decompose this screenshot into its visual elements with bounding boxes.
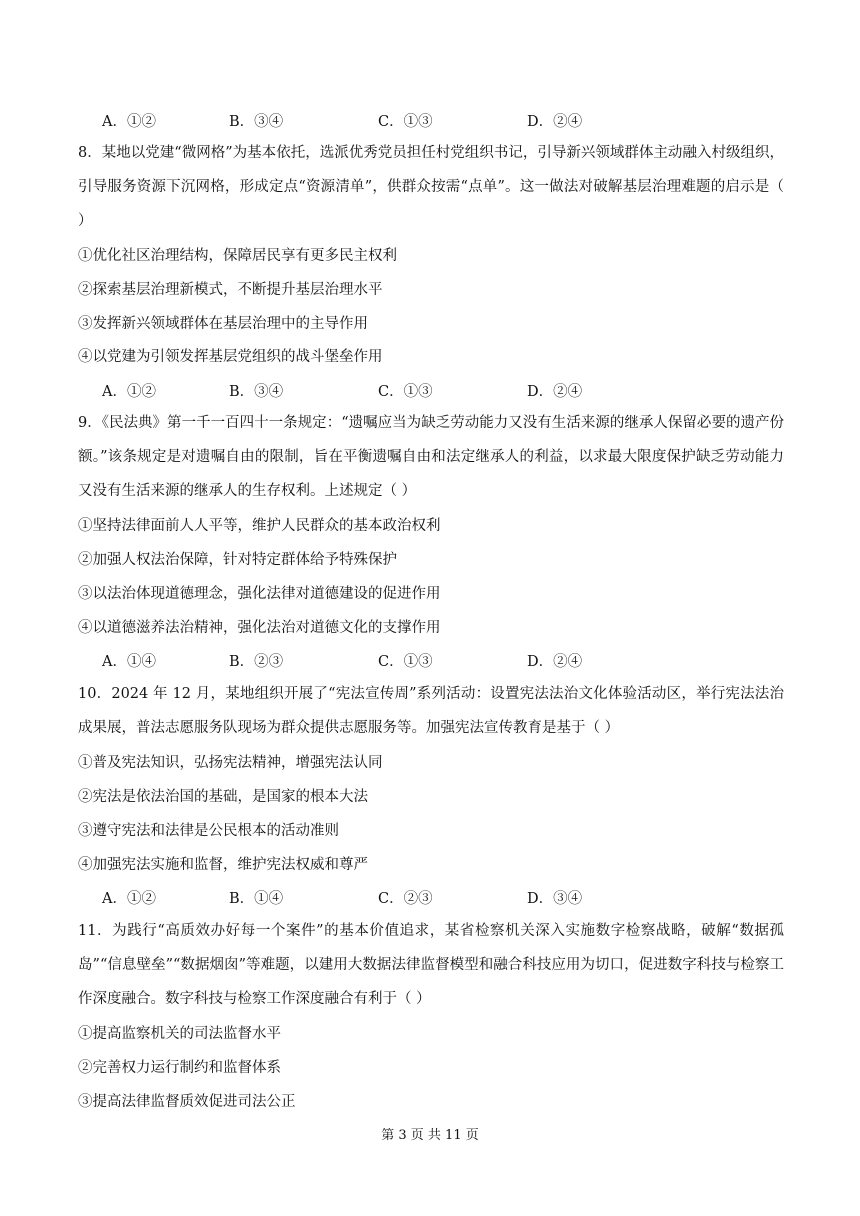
option-c[interactable]: C．②③ <box>378 891 433 907</box>
option-d[interactable]: D．②④ <box>527 654 583 670</box>
q8-options <box>0 382 860 402</box>
q10-choice-3: ③遵守宪法和法律是公民根本的活动准则 <box>78 823 339 839</box>
option-b[interactable]: B．③④ <box>229 114 284 130</box>
option-a[interactable]: A．①② <box>102 114 156 130</box>
option-a[interactable]: A．①② <box>102 384 156 400</box>
q9-choice-2: ②加强人权法治保障，针对特定群体给予特殊保护 <box>78 552 397 568</box>
q8-choice-2: ②探索基层治理新模式，不断提升基层治理水平 <box>78 282 383 298</box>
option-d[interactable]: D．③④ <box>527 891 583 907</box>
q9-choice-3: ③以法治体现道德理念，强化法律对道德建设的促进作用 <box>78 586 441 602</box>
q9-choice-1: ①坚持法律面前人人平等，维护人民群众的基本政治权利 <box>78 518 441 534</box>
q10-options <box>0 889 860 909</box>
q11-choice-3: ③提高法律监督质效促进司法公正 <box>78 1094 296 1110</box>
q11-stem: 11．为践行“高质效办好每一个案件”的基本价值追求，某省检察机关深入实施数字检察战略，破解“数据孤岛”“信息壁垒”“数据烟囱”等难题，以建用大数据法律监督模型和融合科技应用为切口，促进数字科技与检察工作深度融合。数字科技与检察工作深度融合有利于（ ） <box>78 923 784 1007</box>
option-b[interactable]: B．②③ <box>229 654 284 670</box>
q11-choice-2: ②完善权力运行制约和监督体系 <box>78 1060 281 1076</box>
q9-stem: 9．《民法典》第一千一百四十一条规定：“遗嘱应当为缺乏劳动能力又没有生活来源的继承人保留必要的遗产份额。”该条规定是对遗嘱自由的限制，旨在平衡遗嘱自由和法定继承人的利益，以求最大限度保护缺乏劳动能力又没有生活来源的继承人的生存权利。上述规定（ ） <box>78 415 784 499</box>
q10-choice-4: ④加强宪法实施和监督，维护宪法权威和尊严 <box>78 857 368 873</box>
option-d[interactable]: D．②④ <box>527 114 583 130</box>
q11-choice-1: ①提高监察机关的司法监督水平 <box>78 1026 281 1042</box>
page-footer: 第 3 页 共 11 页 <box>381 1128 479 1143</box>
q9-choice-4: ④以道德滋养法治精神，强化法治对道德文化的支撑作用 <box>78 620 441 636</box>
q8-choice-3: ③发挥新兴领域群体在基层治理中的主导作用 <box>78 316 368 332</box>
option-a[interactable]: A．①④ <box>102 654 156 670</box>
option-b[interactable]: B．①④ <box>229 891 284 907</box>
q9-options <box>0 652 860 672</box>
option-c[interactable]: C．①③ <box>378 114 433 130</box>
option-c[interactable]: C．①③ <box>378 384 433 400</box>
option-c[interactable]: C．①③ <box>378 654 433 670</box>
q10-choice-1: ①普及宪法知识，弘扬宪法精神，增强宪法认同 <box>78 755 383 771</box>
q8-choice-4: ④以党建为引领发挥基层党组织的战斗堡垒作用 <box>78 349 383 365</box>
q10-stem: 10．2024 年 12 月，某地组织开展了“宪法宣传周”系列活动：设置宪法法治文化体验活动区，举行宪法法治成果展，普法志愿服务队现场为群众提供志愿服务等。加强宪法宣传教育是基于（ ） <box>78 686 784 736</box>
q8-stem: 8．某地以党建“微网格”为基本依托，选派优秀党员担任村党组织书记，引导新兴领域群体主动融入村级组织，引导服务资源下沉网格，形成定点“资源清单”，供群众按需“点单”。这一做法对破解基层治理难题的启示是（ ） <box>78 145 784 229</box>
option-d[interactable]: D．②④ <box>527 384 583 400</box>
q8-choice-1: ①优化社区治理结构，保障居民享有更多民主权利 <box>78 248 397 264</box>
q7-options <box>0 112 860 132</box>
option-a[interactable]: A．①② <box>102 891 156 907</box>
q10-choice-2: ②宪法是依法治国的基础，是国家的根本大法 <box>78 789 368 805</box>
option-b[interactable]: B．③④ <box>229 384 284 400</box>
